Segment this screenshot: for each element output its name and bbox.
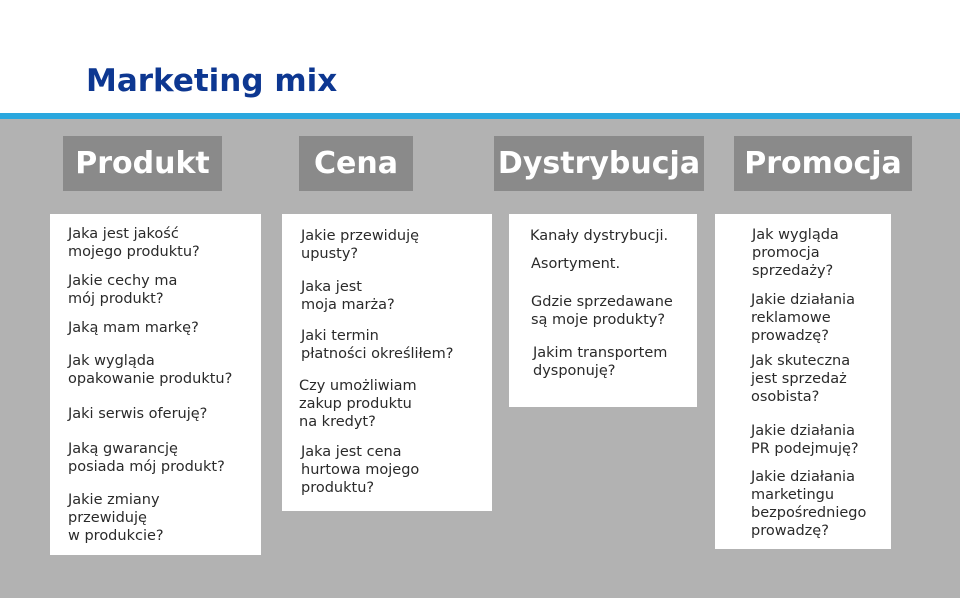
- column-heading-cena: Cena: [299, 136, 413, 191]
- question-item: Jaka jest moja marża?: [301, 279, 395, 313]
- question-item: Jakim transportem dysponuję?: [533, 345, 668, 379]
- question-item: Jakie zmiany przewiduję w produkcie?: [68, 492, 164, 544]
- question-item: Jaka jest cena hurtowa mojego produktu?: [301, 444, 420, 496]
- question-item: Jak wygląda opakowanie produktu?: [68, 353, 233, 387]
- question-item: Gdzie sprzedawane są moje produkty?: [531, 294, 673, 328]
- question-item: Jakie cechy ma mój produkt?: [68, 273, 178, 307]
- page-title: Marketing mix: [86, 63, 338, 99]
- question-item: Jaką mam markę?: [68, 320, 199, 336]
- question-item: Jaka jest jakość mojego produktu?: [68, 226, 200, 260]
- question-item: Jaki termin płatności określiłem?: [301, 328, 454, 362]
- column-heading-produkt: Produkt: [63, 136, 222, 191]
- question-item: Jaką gwarancję posiada mój produkt?: [68, 441, 225, 475]
- question-item: Jakie działania PR podejmuję?: [751, 423, 859, 457]
- question-item: Kanały dystrybucji.: [530, 228, 669, 244]
- question-item: Jakie działania marketingu bezpośredniego prowadzę?: [751, 469, 867, 539]
- question-item: Jaki serwis oferuję?: [68, 406, 208, 422]
- column-heading-promocja: Promocja: [734, 136, 912, 191]
- question-item: Asortyment.: [531, 256, 621, 272]
- question-item: Jak skuteczna jest sprzedaż osobista?: [751, 353, 851, 405]
- question-item: Jakie przewiduję upusty?: [301, 228, 420, 262]
- question-item: Czy umożliwiam zakup produktu na kredyt?: [299, 378, 417, 430]
- question-item: Jakie działania reklamowe prowadzę?: [751, 292, 855, 344]
- column-heading-dystrybucja: Dystrybucja: [494, 136, 704, 191]
- question-item: Jak wygląda promocja sprzedaży?: [752, 227, 839, 279]
